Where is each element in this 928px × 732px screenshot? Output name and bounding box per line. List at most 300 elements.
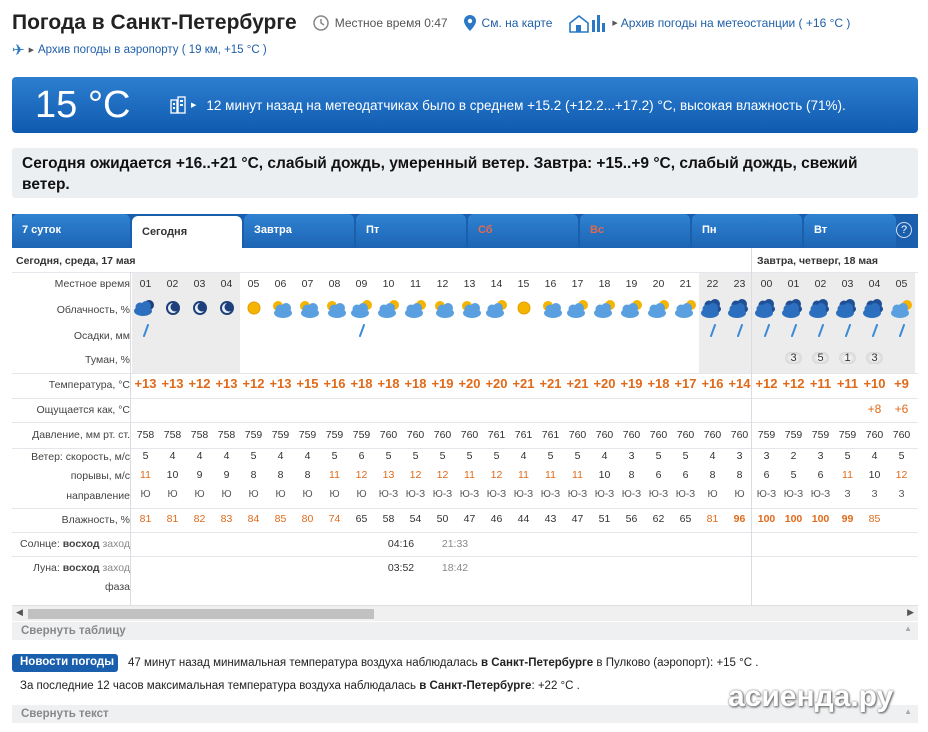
row-label-cloud: Облачность, %: [56, 304, 130, 316]
humidity-cell: 100: [811, 513, 830, 525]
wind_speed-cell: 3: [817, 450, 824, 462]
humidity-cell: 100: [784, 513, 803, 525]
plane-icon: ✈: [12, 42, 25, 59]
scroll-left-arrow-icon[interactable]: ◀: [16, 607, 23, 617]
day-header-tomorrow: Завтра, четверг, 18 мая: [757, 255, 878, 267]
direction-cell: Ю: [734, 489, 745, 500]
triangle-icon: ▶: [191, 102, 197, 109]
tab-6[interactable]: Пн: [692, 214, 802, 248]
wind_speed-cell: 4: [520, 450, 527, 462]
cloud-sun-icon: [645, 298, 672, 321]
gusts-cell: 12: [355, 469, 368, 481]
direction-cell: Ю: [275, 489, 286, 500]
rain-drop-icon: [807, 324, 834, 341]
row-label-sun-rise: восход: [62, 538, 100, 550]
direction-cell: Ю: [329, 489, 340, 500]
collapse-arrow-icon: ▲: [904, 624, 912, 633]
direction-cell: Ю: [221, 489, 232, 500]
gusts-cell: 11: [140, 469, 151, 481]
local-time-label: Местное время: [334, 16, 421, 30]
temps-cell: +17: [674, 376, 697, 391]
hours-cell: 05: [895, 278, 908, 290]
sun-cloud-icon: [267, 298, 294, 321]
direction-cell: Ю-З: [540, 489, 561, 500]
gusts-cell: 11: [518, 469, 529, 481]
gusts-cell: 10: [868, 469, 881, 481]
moonset-value: 18:42: [441, 562, 469, 574]
wind_speed-cell: 2: [790, 450, 797, 462]
humidity-cell: 81: [166, 513, 179, 525]
temps-cell: +20: [485, 376, 508, 391]
cloud-sun-icon: [375, 298, 402, 321]
rain-drop-icon: [132, 324, 159, 341]
moonrise-value: 03:52: [387, 562, 415, 574]
collapse-text-label[interactable]: Свернуть текст: [21, 708, 109, 720]
temps-cell: +13: [134, 376, 157, 391]
pressure-cell: 758: [136, 429, 155, 441]
row-label-wind_speed: Ветер: скорость, м/с: [31, 451, 130, 463]
direction-cell: Ю-З: [810, 489, 831, 500]
rain-drop-icon: [726, 324, 753, 341]
temps-cell: +18: [404, 376, 427, 391]
pressure-cell: 761: [514, 429, 533, 441]
hours-cell: 04: [220, 278, 233, 290]
wind_speed-cell: 4: [223, 450, 230, 462]
wind_speed-cell: 4: [601, 450, 608, 462]
hours-cell: 02: [814, 278, 827, 290]
gusts-cell: 13: [382, 469, 395, 481]
pressure-cell: 760: [460, 429, 479, 441]
temps-cell: +19: [431, 376, 454, 391]
tab-2[interactable]: Завтра: [244, 214, 354, 248]
sun-cloud-icon: [429, 298, 456, 321]
wind_speed-cell: 5: [142, 450, 149, 462]
direction-cell: Ю-З: [594, 489, 615, 500]
news-line-1-a: 47 минут назад минимальная температура воздуха наблюдалась: [128, 657, 481, 669]
humidity-cell: 56: [625, 513, 638, 525]
temps-cell: +19: [620, 376, 643, 391]
wind_speed-cell: 3: [763, 450, 770, 462]
gusts-cell: 9: [196, 469, 203, 481]
wind_speed-cell: 4: [196, 450, 203, 462]
gusts-cell: 12: [895, 469, 908, 481]
pressure-cell: 760: [865, 429, 884, 441]
tab-4[interactable]: Сб: [468, 214, 578, 248]
wind_speed-cell: 4: [871, 450, 878, 462]
direction-cell: Ю: [167, 489, 178, 500]
column-divider: [130, 272, 131, 605]
hours-cell: 03: [193, 278, 206, 290]
airport-archive-link[interactable]: [12, 41, 267, 59]
news-line-2: [20, 680, 580, 692]
heavy-rain-icon: [834, 298, 861, 321]
pressure-cell: 761: [541, 429, 560, 441]
gusts-cell: 12: [409, 469, 422, 481]
direction-cell: Ю-З: [783, 489, 804, 500]
humidity-cell: 83: [220, 513, 233, 525]
wind_speed-cell: 4: [304, 450, 311, 462]
hours-cell: 09: [355, 278, 368, 290]
cloud-sun-icon: [618, 298, 645, 321]
temps-cell: +13: [215, 376, 238, 391]
row-divider: [12, 532, 918, 533]
rain-drop-icon: [888, 324, 915, 341]
humidity-cell: 81: [706, 513, 719, 525]
pressure-cell: 759: [784, 429, 803, 441]
direction-cell: З: [871, 489, 878, 500]
news-line-1-b: в Санкт-Петербурге: [480, 657, 594, 669]
wind_speed-cell: 5: [331, 450, 338, 462]
pressure-cell: 759: [811, 429, 830, 441]
rain-drop-icon: [780, 324, 807, 341]
temps-cell: +9: [894, 376, 909, 391]
direction-cell: Ю-З: [567, 489, 588, 500]
clock-icon: [313, 15, 329, 31]
temps-cell: +12: [782, 376, 805, 391]
hours-cell: 10: [382, 278, 395, 290]
wind_speed-cell: 5: [682, 450, 689, 462]
day-header-today: Сегодня, среда, 17 мая: [16, 255, 136, 267]
gusts-cell: 6: [763, 469, 770, 481]
sunrise-value: 04:16: [387, 538, 415, 550]
tab-1[interactable]: Сегодня: [132, 216, 242, 248]
humidity-cell: 43: [544, 513, 557, 525]
temps-cell: +13: [161, 376, 184, 391]
wind_speed-cell: 4: [169, 450, 176, 462]
feels-cell: +8: [867, 402, 882, 416]
cloud-sun-icon: [672, 298, 699, 321]
row-label-fog: Туман, %: [85, 354, 130, 366]
hours-cell: 12: [436, 278, 449, 290]
pressure-cell: 759: [838, 429, 857, 441]
night-clear-icon: [159, 298, 186, 321]
direction-cell: Ю-З: [756, 489, 777, 500]
scroll-right-arrow-icon[interactable]: ▶: [907, 607, 914, 617]
news-line-1: [128, 657, 758, 669]
row-label-moon: [12, 562, 130, 574]
humidity-cell: 85: [868, 513, 881, 525]
temps-cell: +18: [350, 376, 373, 391]
row-label-time: Местное время: [54, 278, 130, 290]
cloud-sun-icon: [483, 298, 510, 321]
wind_speed-cell: 5: [466, 450, 473, 462]
help-icon[interactable]: ?: [896, 222, 912, 238]
pressure-cell: 759: [244, 429, 263, 441]
temps-cell: +21: [512, 376, 535, 391]
humidity-cell: 85: [274, 513, 287, 525]
direction-cell: Ю: [356, 489, 367, 500]
hours-cell: 19: [625, 278, 638, 290]
rain-drop-icon: [753, 324, 780, 341]
hours-cell: 13: [463, 278, 476, 290]
sun-icon: [510, 298, 537, 321]
day-tabs: [12, 214, 918, 248]
row-label-sun-title: Солнце:: [20, 538, 60, 550]
wind_speed-cell: 5: [493, 450, 500, 462]
tab-3[interactable]: Пт: [356, 214, 466, 248]
hours-cell: 05: [247, 278, 260, 290]
direction-cell: Ю-З: [378, 489, 399, 500]
humidity-cell: 80: [301, 513, 314, 525]
wind_speed-cell: 5: [412, 450, 419, 462]
gusts-cell: 10: [598, 469, 611, 481]
gusts-cell: 10: [166, 469, 179, 481]
map-link[interactable]: [464, 15, 553, 31]
direction-cell: Ю: [140, 489, 151, 500]
temps-cell: +10: [863, 376, 886, 391]
humidity-cell: 99: [841, 513, 854, 525]
station-archive-link[interactable]: ▶ Архив погоды на метеостанции ( +16 °C ): [568, 13, 850, 33]
gusts-cell: 8: [736, 469, 743, 481]
collapse-table-button[interactable]: [12, 622, 918, 640]
wind_speed-cell: 5: [655, 450, 662, 462]
hours-cell: 21: [679, 278, 692, 290]
direction-cell: Ю-З: [513, 489, 534, 500]
rain-drop-icon: [348, 324, 375, 341]
map-link-label[interactable]: См. на карте: [481, 16, 553, 30]
humidity-cell: 84: [247, 513, 260, 525]
heavy-rain-icon: [699, 298, 726, 321]
row-label-pressure: Давление, мм рт. ст.: [32, 429, 130, 441]
gusts-cell: 8: [250, 469, 257, 481]
sun-cloud-icon: [294, 298, 321, 321]
gusts-cell: 8: [277, 469, 284, 481]
heavy-rain-icon: [726, 298, 753, 321]
fog-value: 5: [812, 352, 828, 364]
cloud-sun-icon: [564, 298, 591, 321]
wind_speed-cell: 5: [574, 450, 581, 462]
fog-cell: [780, 352, 807, 364]
news-tab[interactable]: Новости погоды: [12, 654, 118, 672]
triangle-icon: ▶: [28, 47, 34, 54]
pressure-cell: 760: [703, 429, 722, 441]
moon-phase-icon: [429, 580, 456, 605]
temps-cell: +21: [566, 376, 589, 391]
humidity-cell: 81: [139, 513, 152, 525]
humidity-cell: 47: [571, 513, 584, 525]
forecast-summary: Сегодня ожидается +16..+21 °C, слабый дождь, умеренный ветер. Завтра: +15..+9 °C, слабый дождь, свежий ветер.: [12, 148, 918, 198]
fog-cell: [834, 352, 861, 364]
temps-cell: +18: [377, 376, 400, 391]
direction-cell: Ю: [302, 489, 313, 500]
cloud-sun-icon: [402, 298, 429, 321]
hours-cell: 06: [274, 278, 287, 290]
night-cloud-rain-icon: [132, 298, 159, 321]
news-line-2-a: За последние 12 часов максимальная температура воздуха наблюдалась: [20, 680, 420, 692]
news-line-1-c: в Пулково (аэропорт): +15 °C .: [593, 657, 759, 669]
heavy-rain-icon: [807, 298, 834, 321]
wind_speed-cell: 4: [709, 450, 716, 462]
row-label-precip: Осадки, мм: [73, 330, 130, 342]
row-divider: [12, 448, 918, 449]
hours-cell: 01: [787, 278, 800, 290]
direction-cell: Ю-З: [486, 489, 507, 500]
humidity-cell: 96: [733, 513, 746, 525]
hours-cell: 23: [733, 278, 746, 290]
direction-cell: Ю: [194, 489, 205, 500]
cloud-sun-icon: [888, 298, 915, 321]
wind_speed-cell: 5: [844, 450, 851, 462]
wind_speed-cell: 5: [250, 450, 257, 462]
hourly-table: [12, 248, 918, 622]
night-clear-icon: [213, 298, 240, 321]
humidity-cell: 82: [193, 513, 206, 525]
pressure-cell: 759: [757, 429, 776, 441]
humidity-cell: 58: [382, 513, 395, 525]
hours-cell: 01: [139, 278, 152, 290]
gusts-cell: 12: [490, 469, 503, 481]
hours-cell: 18: [598, 278, 611, 290]
wind_speed-cell: 3: [736, 450, 743, 462]
direction-cell: Ю-З: [405, 489, 426, 500]
gusts-cell: 11: [329, 469, 340, 481]
direction-cell: Ю-З: [432, 489, 453, 500]
row-label-moon-title: Луна:: [32, 562, 60, 574]
row-divider: [12, 373, 918, 374]
row-label-sun: [12, 538, 130, 550]
rain-drop-icon: [699, 324, 726, 341]
temps-cell: +12: [188, 376, 211, 391]
row-label-moon-rise: восход: [62, 562, 100, 574]
direction-cell: Ю-З: [648, 489, 669, 500]
sunset-value: 21:33: [441, 538, 469, 550]
wind_speed-cell: 5: [385, 450, 392, 462]
tab-7[interactable]: Вт: [804, 214, 896, 248]
pressure-cell: 760: [622, 429, 641, 441]
pressure-cell: 760: [676, 429, 695, 441]
direction-cell: Ю-З: [621, 489, 642, 500]
pressure-cell: 761: [487, 429, 506, 441]
gusts-cell: 11: [464, 469, 475, 481]
temps-cell: +12: [242, 376, 265, 391]
pressure-cell: 760: [433, 429, 452, 441]
humidity-cell: 46: [490, 513, 503, 525]
airport-archive-label[interactable]: Архив погоды в аэропорту ( 19 км, +15 °C ): [37, 44, 267, 56]
collapse-table-label[interactable]: Свернуть таблицу: [21, 625, 126, 637]
temps-cell: +20: [593, 376, 616, 391]
map-pin-icon: [464, 15, 476, 31]
scroll-thumb[interactable]: [28, 609, 374, 619]
wind_speed-cell: 5: [898, 450, 905, 462]
wind_speed-cell: 5: [547, 450, 554, 462]
heavy-rain-icon: [753, 298, 780, 321]
fog-value: 3: [785, 352, 801, 364]
heavy-rain-icon: [861, 298, 888, 321]
direction-cell: Ю: [248, 489, 259, 500]
fog-value: 1: [839, 352, 855, 364]
temps-cell: +13: [269, 376, 292, 391]
pressure-cell: 758: [217, 429, 236, 441]
pressure-cell: 759: [325, 429, 344, 441]
humidity-cell: 50: [436, 513, 449, 525]
hours-cell: 02: [166, 278, 179, 290]
page-title: Погода в Санкт-Петербурге: [12, 11, 297, 34]
row-label-gusts: порывы, м/с: [70, 470, 130, 482]
tab-0[interactable]: 7 суток: [12, 214, 130, 248]
hours-cell: 11: [410, 278, 421, 290]
sun-cloud-icon: [321, 298, 348, 321]
cloud-sun-icon: [348, 298, 375, 321]
hours-cell: 17: [571, 278, 584, 290]
current-temperature: 15 °C: [35, 83, 131, 126]
row-divider: [12, 508, 918, 509]
temps-cell: +20: [458, 376, 481, 391]
wind_speed-cell: 5: [439, 450, 446, 462]
hours-cell: 20: [652, 278, 665, 290]
temps-cell: +15: [296, 376, 319, 391]
hours-cell: 22: [706, 278, 719, 290]
table-scrollbar[interactable]: [12, 605, 918, 621]
hours-cell: 04: [868, 278, 881, 290]
gusts-cell: 5: [790, 469, 797, 481]
row-label-phase: фаза: [104, 581, 130, 593]
fog-cell: [861, 352, 888, 364]
hours-cell: 08: [328, 278, 341, 290]
cloud-sun-icon: [591, 298, 618, 321]
gusts-cell: 11: [842, 469, 853, 481]
gusts-cell: 6: [682, 469, 689, 481]
humidity-cell: 54: [409, 513, 422, 525]
night-clear-icon: [186, 298, 213, 321]
direction-cell: Ю: [707, 489, 718, 500]
sun-icon: [240, 298, 267, 321]
row-divider: [12, 398, 918, 399]
row-divider: [12, 422, 918, 423]
row-divider: [12, 272, 918, 273]
hours-cell: 14: [490, 278, 503, 290]
hours-cell: 03: [841, 278, 854, 290]
current-conditions: [12, 77, 918, 133]
hours-cell: 15: [517, 278, 530, 290]
sensor-summary: 12 минут назад на метеодатчиках было в среднем +15.2 (+12.2...+17.2) °C, высокая влажность (71%).: [206, 97, 846, 113]
sun-cloud-icon: [537, 298, 564, 321]
fog-value: 3: [866, 352, 882, 364]
feels-cell: +6: [894, 402, 909, 416]
pressure-cell: 760: [649, 429, 668, 441]
pressure-cell: 759: [352, 429, 371, 441]
gusts-cell: 11: [545, 469, 556, 481]
gusts-cell: 11: [572, 469, 583, 481]
tab-5[interactable]: Вс: [580, 214, 690, 248]
fog-cell: [807, 352, 834, 364]
news-line-2-c: : +22 °C .: [531, 680, 580, 692]
rain-drop-icon: [834, 324, 861, 341]
temps-cell: +16: [323, 376, 346, 391]
collapse-arrow-icon: ▲: [904, 707, 912, 716]
gusts-cell: 8: [628, 469, 635, 481]
gusts-cell: 9: [223, 469, 230, 481]
watermark: асиенда.ру: [728, 680, 894, 713]
humidity-cell: 47: [463, 513, 476, 525]
page-header: [12, 10, 850, 36]
pressure-cell: 758: [163, 429, 182, 441]
humidity-cell: 74: [328, 513, 341, 525]
direction-cell: З: [898, 489, 905, 500]
station-icon: [568, 13, 606, 33]
humidity-cell: 51: [598, 513, 611, 525]
station-archive-label[interactable]: Архив погоды на метеостанции ( +16 °C ): [620, 16, 851, 30]
sun-cloud-icon: [456, 298, 483, 321]
gusts-cell: 6: [655, 469, 662, 481]
pressure-cell: 760: [892, 429, 911, 441]
wind_speed-cell: 3: [628, 450, 635, 462]
local-time: [313, 15, 448, 31]
humidity-cell: 62: [652, 513, 665, 525]
pressure-cell: 758: [190, 429, 209, 441]
pressure-cell: 760: [595, 429, 614, 441]
humidity-cell: 65: [355, 513, 368, 525]
humidity-cell: 65: [679, 513, 692, 525]
